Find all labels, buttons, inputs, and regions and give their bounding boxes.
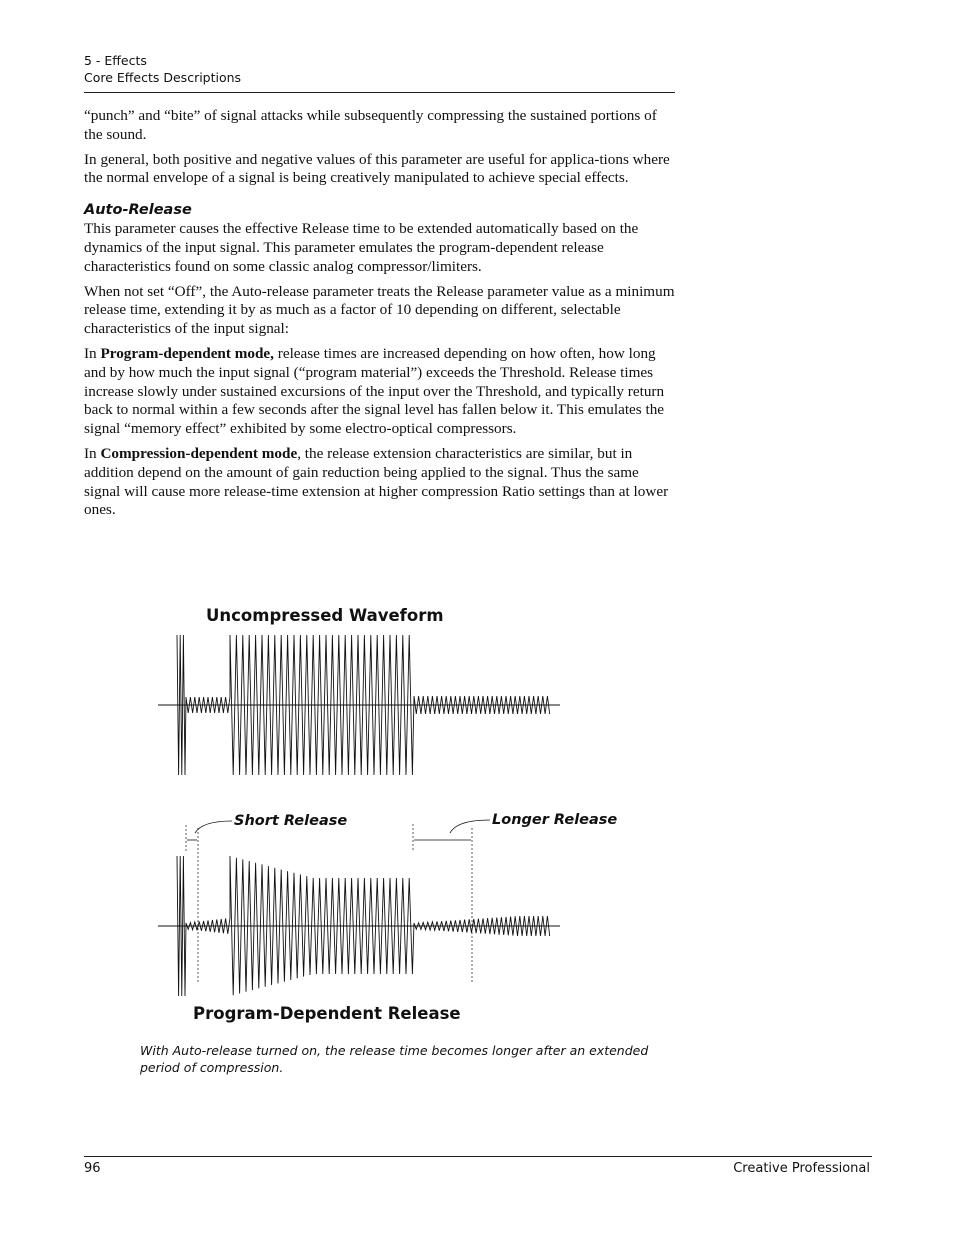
longer-release-leader (450, 820, 490, 833)
paragraph-5-term: Program-dependent mode, (100, 344, 274, 362)
paragraph-1: “punch” and “bite” of signal attacks while subsequently compressing the sustained portions of the sound. (84, 107, 657, 143)
header-section: Core Effects Descriptions (84, 70, 242, 85)
caption-line-1: With Auto-release turned on, the release time becomes longer after an extended (140, 1043, 649, 1058)
paragraph-3: This parameter causes the effective Release time to be extended automatically based on the dynamics of the input signal. This parameter emulates the program-dependent release characteristics found on some classic analog compressor/limiters. (84, 220, 639, 275)
longer-release-label: Longer Release (492, 812, 618, 828)
short-release-leader (195, 821, 232, 833)
paragraph-5-pre: In (84, 344, 101, 362)
footer-page-number: 96 (84, 1161, 101, 1176)
paragraph-6-term: Compression-dependent mode (100, 444, 298, 462)
paragraph-5 (84, 345, 676, 439)
paragraph-6 (84, 445, 676, 520)
body-text (84, 107, 676, 526)
waveform-figure (0, 590, 954, 1040)
paragraph-6-post: , the release extension characteristics are similar, but in addition depend on the amount of gain reduction being applied to the signal. Thus the same signal will cause more release-time extension at higher compression Ratio settings than at lower ones. (84, 444, 669, 519)
footer-rule (84, 1156, 872, 1157)
section-heading: Auto-Release (84, 202, 192, 219)
uncompressed-waveform-title: Uncompressed Waveform (206, 606, 444, 625)
header-rule (84, 92, 675, 93)
footer-publisher: Creative Professional (733, 1161, 870, 1176)
caption-line-2: period of compression. (140, 1060, 284, 1075)
paragraph-5-post: release times are increased depending on how often, how long and by how much the input signal (“program material”) exceeds the Threshold. Release times increase slowly under sustained excursions of the input over the Threshold, and typically return back to normal within a few seconds after the signal level has fallen below it. This emulates the signal “memory effect” exhibited by some electro-optical compressors. (84, 344, 665, 438)
paragraph-4: When not set “Off”, the Auto-release parameter treats the Release parameter value as a minimum release time, extending it by as much as a factor of 10 depending on different, selectable characteristics of the input signal: (84, 282, 675, 338)
paragraph-6-pre: In (84, 444, 101, 462)
header-chapter: 5 - Effects (84, 53, 147, 68)
short-release-label: Short Release (234, 813, 348, 829)
program-dependent-release-title: Program-Dependent Release (193, 1004, 461, 1023)
paragraph-2: In general, both positive and negative values of this parameter are useful for applica-tions where the normal envelope of a signal is being creatively manipulated to achieve special effects. (84, 150, 670, 187)
